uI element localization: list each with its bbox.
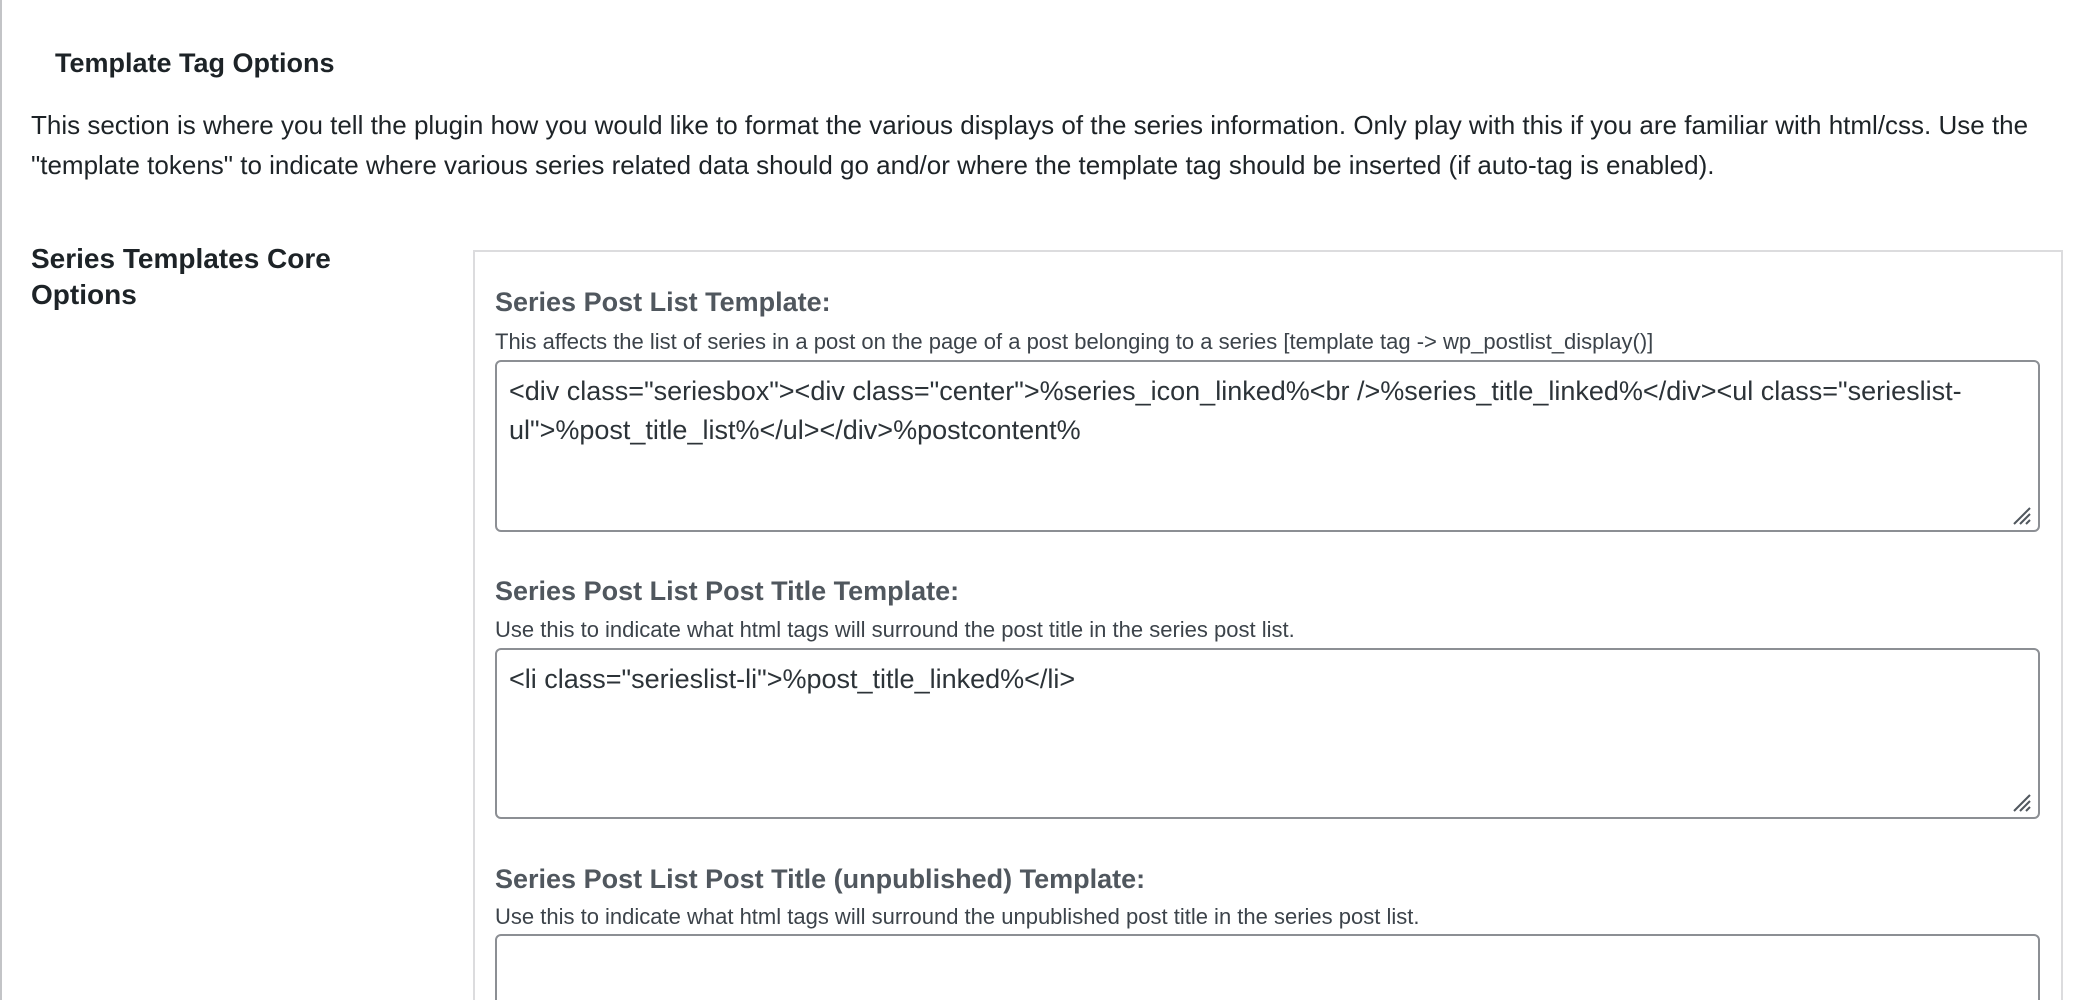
resize-grip-icon[interactable] [2006,787,2032,813]
post-list-template-textarea[interactable]: <div class="seriesbox"><div class="center">%series_icon_linked%<br />%series_title_linked%</div><ul class="serieslist-ul">%post_title_list%</ul></div>%postcontent% [495,360,2040,532]
unpublished-title-template-textarea[interactable] [495,934,2040,1000]
field-help-post-list-template: This affects the list of series in a post on the page of a post belonging to a series [template tag -> wp_postlist_display()] [495,329,1654,354]
section-title: Template Tag Options [55,48,335,78]
field-label-unpublished-title-template: Series Post List Post Title (unpublished) Template: [495,864,1146,894]
row-label: Series Templates Core Options [31,243,331,310]
section-description: This section is where you tell the plugin how you would like to format the various displays of the series information. Only play with this if you are familiar with html/css. Use the "template tokens" to indicate where various series related data should go and/or where the template tag should be inserted (if auto-tag is enabled). [31,110,2029,180]
field-help-unpublished-title-template: Use this to indicate what html tags will surround the unpublished post title in the series post list. [495,904,1420,929]
field-help-post-title-template: Use this to indicate what html tags will surround the post title in the series post list. [495,617,1295,642]
field-label-post-title-template: Series Post List Post Title Template: [495,576,960,606]
resize-grip-icon[interactable] [2006,500,2032,526]
field-label-post-list-template: Series Post List Template: [495,287,831,317]
post-title-template-textarea[interactable]: <li class="serieslist-li">%post_title_linked%</li> [495,648,2040,819]
